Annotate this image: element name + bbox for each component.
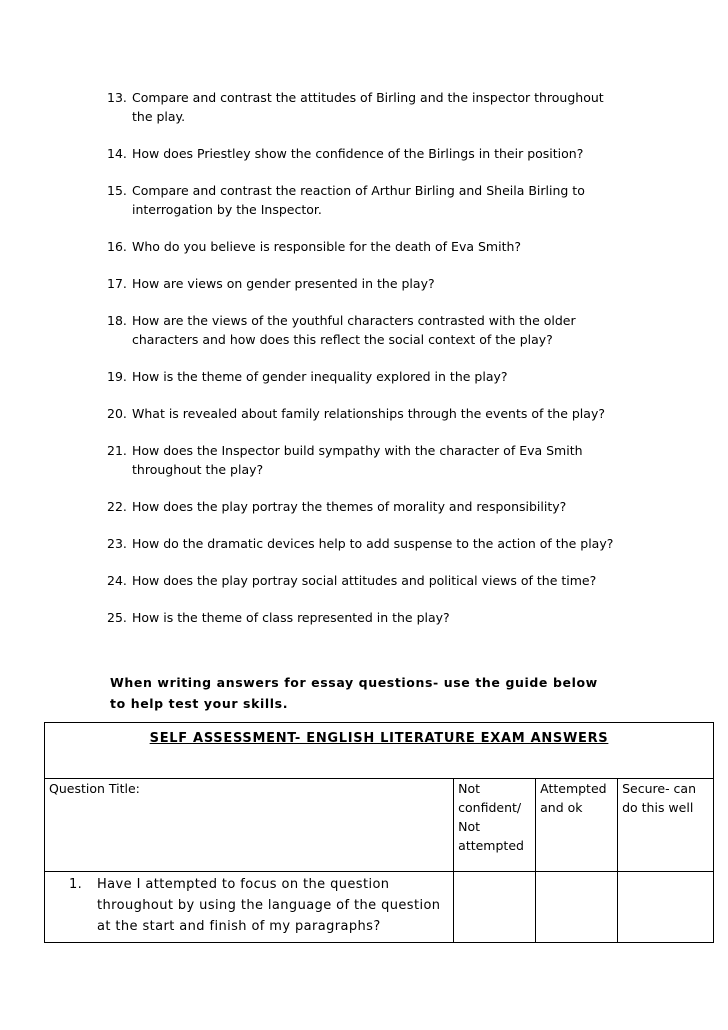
- question-item: [107, 181, 627, 219]
- question-item: [107, 367, 627, 386]
- question-item: [107, 88, 627, 126]
- question-text: How are views on gender presented in the play?: [132, 276, 435, 291]
- question-item: [107, 274, 627, 293]
- question-text: How do the dramatic devices help to add suspense to the action of the play?: [132, 536, 614, 551]
- self-assessment-table: [44, 722, 714, 943]
- question-text: Who do you believe is responsible for the death of Eva Smith?: [132, 239, 522, 254]
- table-title-row: [45, 723, 714, 779]
- question-number: 24.: [107, 573, 127, 588]
- question-number: 17.: [107, 276, 127, 291]
- question-item: [107, 571, 627, 590]
- question-number: 25.: [107, 610, 127, 625]
- question-item: [107, 404, 627, 423]
- table-title-cell: [45, 723, 714, 779]
- header-attempted: Attempted and ok: [536, 779, 618, 872]
- question-item: [107, 441, 627, 479]
- question-text: How are the views of the youthful characters contrasted with the older characters and how does this reflect the social context of the play?: [132, 313, 576, 347]
- question-text: How does the play portray the themes of morality and responsibility?: [132, 499, 567, 514]
- question-item: [107, 534, 627, 553]
- question-text: How is the theme of gender inequality explored in the play?: [132, 369, 508, 384]
- question-number: 13.: [107, 90, 127, 105]
- question-item: [107, 144, 627, 163]
- header-question-title: Question Title:: [45, 779, 454, 872]
- question-number: 14.: [107, 146, 127, 161]
- question-item: [107, 237, 627, 256]
- question-number: 20.: [107, 406, 127, 421]
- secure-checkbox-cell[interactable]: [618, 872, 714, 943]
- question-text: Compare and contrast the attitudes of Birling and the inspector throughout the play.: [132, 90, 604, 124]
- question-number: 16.: [107, 239, 127, 254]
- question-text: How is the theme of class represented in the play?: [132, 610, 450, 625]
- criterion-text: Have I attempted to focus on the question throughout by using the language of the question at the start and finish of my paragraphs?: [97, 877, 441, 934]
- question-text: Compare and contrast the reaction of Arthur Birling and Sheila Birling to interrogation by the Inspector.: [132, 183, 585, 217]
- criterion-cell: [45, 872, 454, 943]
- question-number: 19.: [107, 369, 127, 384]
- header-secure: Secure- can do this well: [618, 779, 714, 872]
- table-row: [45, 872, 714, 943]
- question-item: [107, 311, 627, 349]
- question-number: 18.: [107, 313, 127, 328]
- question-number: 15.: [107, 183, 127, 198]
- question-item: [107, 608, 627, 627]
- essay-guide-note: When writing answers for essay questions- use the guide below to help test your skills.: [110, 675, 598, 711]
- question-number: 21.: [107, 443, 127, 458]
- question-text: How does the Inspector build sympathy with the character of Eva Smith throughout the play?: [132, 443, 583, 477]
- table-title: SELF ASSESSMENT- ENGLISH LITERATURE EXAM ANSWERS: [149, 731, 609, 746]
- attempted-checkbox-cell[interactable]: [536, 872, 618, 943]
- header-not-confident: Not confident/ Not attempted: [454, 779, 536, 872]
- table-header-row: [45, 779, 714, 872]
- not-confident-checkbox-cell[interactable]: [454, 872, 536, 943]
- question-number: 23.: [107, 536, 127, 551]
- criterion-number: 1.: [69, 877, 83, 892]
- question-text: How does the play portray social attitudes and political views of the time?: [132, 573, 597, 588]
- question-list: [107, 88, 627, 645]
- question-text: What is revealed about family relationships through the events of the play?: [132, 406, 605, 421]
- question-item: [107, 497, 627, 516]
- question-text: How does Priestley show the confidence of the Birlings in their position?: [132, 146, 584, 161]
- question-number: 22.: [107, 499, 127, 514]
